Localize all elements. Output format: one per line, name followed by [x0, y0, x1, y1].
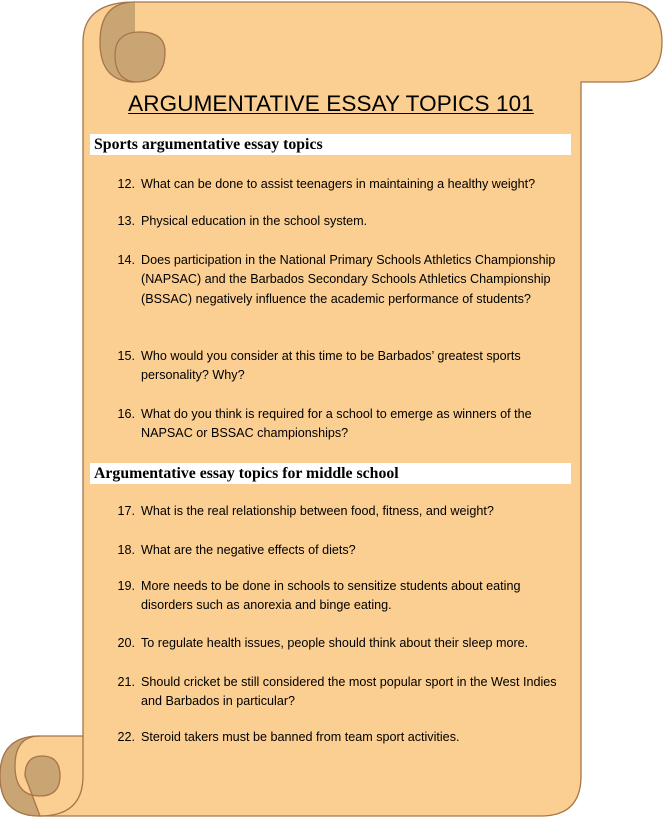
item-number: 22. — [117, 730, 135, 744]
item-text: Steroid takers must be banned from team sport activities. — [141, 730, 460, 744]
section-heading-middle-school: Argumentative essay topics for middle school — [90, 463, 571, 484]
item-text: What is the real relationship between food, fitness, and weight? — [141, 504, 494, 518]
item-number: 12. — [117, 177, 135, 191]
section-heading-sports: Sports argumentative essay topics — [90, 134, 571, 155]
page-title: ARGUMENTATIVE ESSAY TOPICS 101 — [128, 91, 534, 116]
item-text: What can be done to assist teenagers in maintaining a healthy weight? — [141, 177, 536, 191]
item-number: 16. — [117, 407, 135, 421]
item-number: 19. — [117, 579, 135, 593]
item-number: 13. — [117, 214, 135, 228]
item-text: More needs to be done in schools to sensitize students about eating disorders such as anorexia and binge eating. — [141, 579, 521, 613]
item-number: 20. — [117, 636, 135, 650]
item-number: 21. — [117, 675, 135, 689]
item-text: What are the negative effects of diets? — [141, 543, 356, 557]
item-text: Who would you consider at this time to be Barbados’ greatest sports personality? Why? — [141, 349, 521, 383]
item-text: Physical education in the school system. — [141, 214, 368, 228]
item-text: What do you think is required for a school to emerge as winners of the NAPSAC or BSSAC championships? — [141, 407, 532, 441]
item-text: To regulate health issues, people should think about their sleep more. — [141, 636, 529, 650]
item-text: Does participation in the National Primary Schools Athletics Championship (NAPSAC) and the Barbados Secondary Schools Athletics Championship (BSSAC) negatively influence the academic performance of students? — [141, 253, 556, 306]
item-text: Should cricket be still considered the most popular sport in the West Indies and Barbados in particular? — [141, 675, 557, 709]
item-number: 17. — [117, 504, 135, 518]
item-number: 15. — [117, 349, 135, 363]
item-number: 18. — [117, 543, 135, 557]
item-number: 14. — [117, 253, 135, 267]
